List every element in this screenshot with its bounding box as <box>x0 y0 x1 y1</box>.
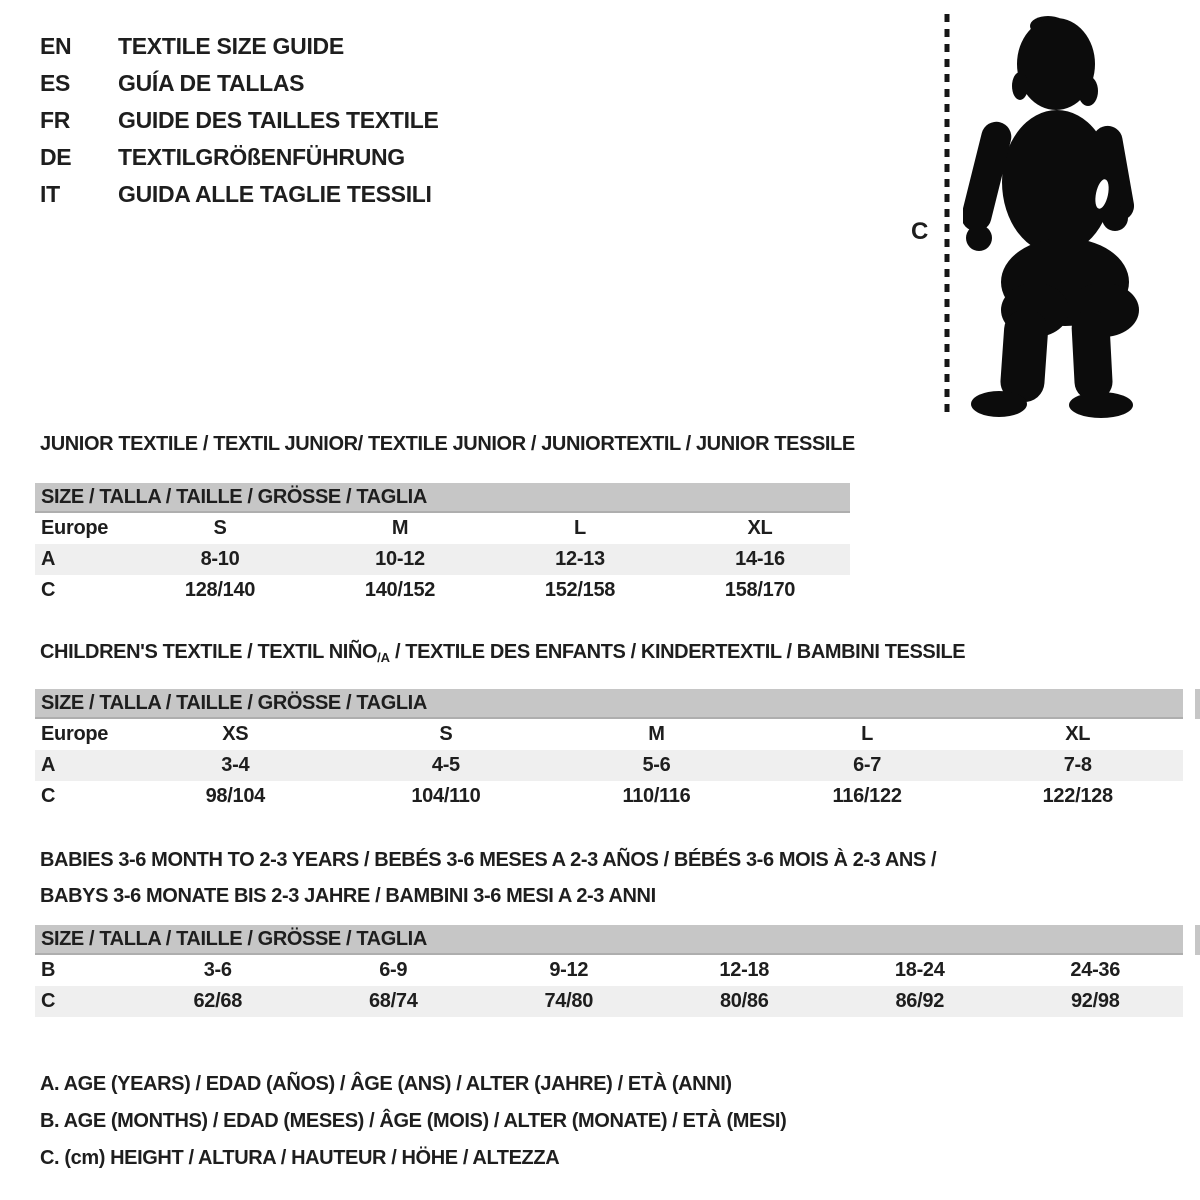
guide-title: TEXTILGRÖßENFÜHRUNG <box>118 144 405 170</box>
table-cell: 116/122 <box>832 785 902 807</box>
table-cell: 12-13 <box>555 548 605 570</box>
table-row-age-years <box>35 544 850 575</box>
table-cell: 18-24 <box>894 959 945 981</box>
language-row-es <box>40 65 439 102</box>
language-code: EN <box>40 33 72 59</box>
header-bar-edge-fragment <box>1195 925 1200 955</box>
row-label: B <box>41 959 56 981</box>
language-code: DE <box>40 144 72 170</box>
children-title-subscript: /A <box>377 650 390 665</box>
table-cell: 3-4 <box>221 754 250 776</box>
language-row-de <box>40 139 439 176</box>
table-cell: 24-36 <box>1070 959 1121 981</box>
row-label: Europe <box>41 517 109 539</box>
row-label: C <box>41 990 56 1012</box>
language-code: IT <box>40 181 60 207</box>
size-column: M <box>391 517 409 539</box>
language-row-fr <box>40 102 439 139</box>
table-cell: 98/104 <box>205 785 265 807</box>
table-cell: 68/74 <box>368 990 418 1012</box>
table-row-europe <box>35 513 850 544</box>
table-cell: 110/116 <box>622 785 691 807</box>
junior-size-table <box>35 483 850 606</box>
table-cell: 5-6 <box>642 754 671 776</box>
table-row-europe <box>35 719 1183 750</box>
size-column: S <box>213 517 227 539</box>
legend-line-a: A. AGE (YEARS) / EDAD (AÑOS) / ÂGE (ANS) / ALTER (JAHRE) / ETÀ (ANNI) <box>40 1073 732 1095</box>
legend-line-b: B. AGE (MONTHS) / EDAD (MESES) / ÂGE (MOIS) / ALTER (MONATE) / ETÀ (MESI) <box>40 1110 787 1132</box>
size-column: XS <box>222 723 249 745</box>
row-label: C <box>41 579 56 601</box>
size-column: L <box>861 723 874 745</box>
table-cell: 80/86 <box>719 990 769 1012</box>
table-row-height-cm <box>35 986 1183 1017</box>
babies-section-title-line2: BABYS 3-6 MONATE BIS 2-3 JAHRE / BAMBINI 3-6 MESI A 2-3 ANNI <box>40 885 656 907</box>
size-header-bar: SIZE / TALLA / TAILLE / GRÖSSE / TAGLIA <box>35 689 1183 719</box>
table-row-height-cm <box>35 781 1183 812</box>
guide-title: GUÍA DE TALLAS <box>118 70 305 96</box>
table-cell: 92/98 <box>1070 990 1120 1012</box>
babies-section-title-line1: BABIES 3-6 MONTH TO 2-3 YEARS / BEBÉS 3-6 MESES A 2-3 AÑOS / BÉBÉS 3-6 MOIS À 2-3 ANS / <box>40 849 937 871</box>
size-column: S <box>439 723 453 745</box>
language-title-list <box>40 28 439 213</box>
size-header-bar: SIZE / TALLA / TAILLE / GRÖSSE / TAGLIA <box>35 483 850 513</box>
table-cell: 12-18 <box>719 959 770 981</box>
row-label: Europe <box>41 723 109 745</box>
table-cell: 74/80 <box>544 990 594 1012</box>
guide-title: GUIDA ALLE TAGLIE TESSILI <box>118 181 432 207</box>
size-column: XL <box>747 517 773 539</box>
table-cell: 158/170 <box>724 579 796 601</box>
size-header-bar: SIZE / TALLA / TAILLE / GRÖSSE / TAGLIA <box>35 925 1183 955</box>
height-measure-dashed-line <box>944 14 950 418</box>
measurement-legend <box>40 1066 786 1177</box>
children-size-table <box>35 689 1183 812</box>
table-cell: 122/128 <box>1042 785 1113 807</box>
children-title-suffix: / TEXTILE DES ENFANTS / KINDERTEXTIL / BAMBINI TESSILE <box>389 641 966 663</box>
table-cell: 152/158 <box>544 579 616 601</box>
table-cell: 8-10 <box>200 548 240 570</box>
table-cell: 14-16 <box>735 548 785 570</box>
size-column: L <box>574 517 586 539</box>
language-code: ES <box>40 70 71 96</box>
table-cell: 140/152 <box>364 579 436 601</box>
row-label: A <box>41 548 56 570</box>
table-cell: 6-9 <box>379 959 408 981</box>
header-bar-edge-fragment <box>1195 689 1200 719</box>
table-row-age-years <box>35 750 1183 781</box>
row-label: C <box>41 785 56 807</box>
figure-height-label: C <box>911 218 929 245</box>
legend-line-c: C. (cm) HEIGHT / ALTURA / HAUTEUR / HÖHE / ALTEZZA <box>40 1147 560 1169</box>
row-label: A <box>41 754 56 776</box>
table-cell: 9-12 <box>549 959 589 981</box>
children-section-title <box>40 641 965 665</box>
language-code: FR <box>40 107 71 133</box>
table-cell: 3-6 <box>203 959 232 981</box>
babies-size-table <box>35 925 1183 1017</box>
table-cell: 4-5 <box>431 754 460 776</box>
size-column: M <box>648 723 665 745</box>
size-column: XL <box>1065 723 1091 745</box>
table-cell: 6-7 <box>853 754 882 776</box>
table-cell: 10-12 <box>375 548 425 570</box>
junior-section-title: JUNIOR TEXTILE / TEXTIL JUNIOR/ TEXTILE JUNIOR / JUNIORTEXTIL / JUNIOR TESSILE <box>40 433 855 455</box>
table-row-age-months <box>35 955 1183 986</box>
table-cell: 62/68 <box>193 990 243 1012</box>
table-row-height-cm <box>35 575 850 606</box>
table-cell: 104/110 <box>411 785 481 807</box>
toddler-silhouette-icon <box>963 12 1148 422</box>
language-row-it <box>40 176 439 213</box>
guide-title: GUIDE DES TAILLES TEXTILE <box>118 107 439 133</box>
table-cell: 86/92 <box>895 990 945 1012</box>
guide-title: TEXTILE SIZE GUIDE <box>118 33 344 59</box>
language-row-en <box>40 28 439 65</box>
children-title-prefix: CHILDREN'S TEXTILE / TEXTIL NIÑO <box>40 641 378 663</box>
table-cell: 7-8 <box>1063 754 1092 776</box>
table-cell: 128/140 <box>184 579 256 601</box>
